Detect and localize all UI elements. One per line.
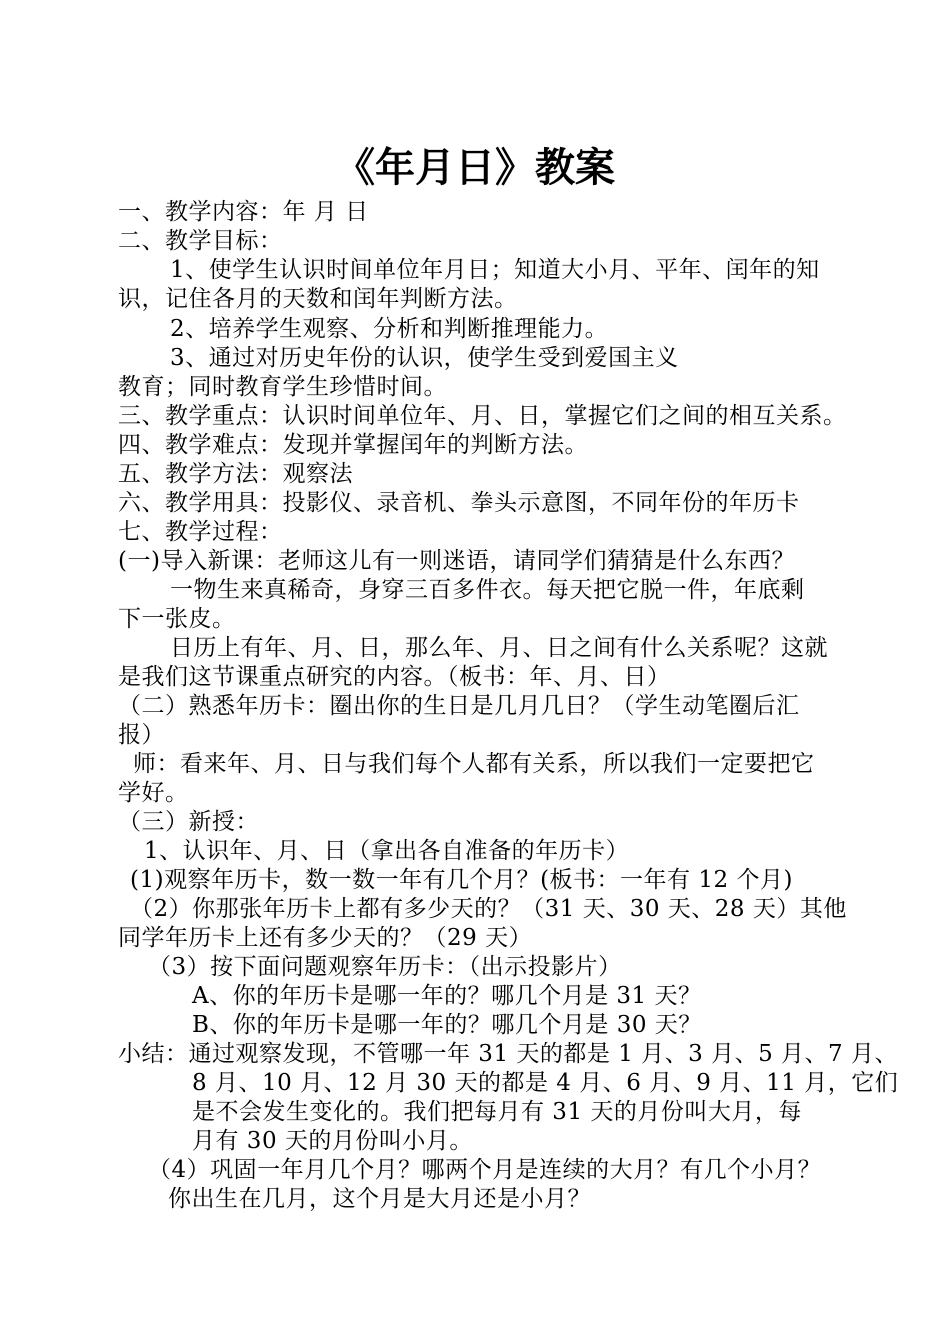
text-line: 二、教学目标： [118,228,283,254]
text-line: A、你的年历卡是哪一年的？哪几个月是 31 天？ [192,983,702,1009]
text-line: 3、通过对历史年份的认识，使学生受到爱国主义 [170,345,679,371]
text-line: (1)观察年历卡，数一数一年有几个月？(板书：一年有 12 个月) [130,867,793,893]
text-line: 是不会发生变化的。我们把每月有 31 天的月份叫大月，每 [192,1099,802,1125]
text-line: 2、培养学生观察、分析和判断推理能力。 [170,316,609,342]
text-line: （3）按下面问题观察年历卡：（出示投影片） [148,954,622,980]
document-title: 《年月日》教案 [335,145,615,191]
text-line: 学好。 [118,780,189,806]
text-line: 师：看来年、月、日与我们每个人都有关系，所以我们一定要把它 [133,751,815,777]
text-line: 小结：通过观察发现，不管哪一年 31 天的都是 1 月、3 月、5 月、7 月、 [118,1041,898,1067]
text-line: B、你的年历卡是哪一年的？哪几个月是 30 天？ [192,1012,702,1038]
text-line: 一、教学内容：年 月 日 [118,199,369,225]
text-line: 日历上有年、月、日，那么年、月、日之间有什么关系呢？这就 [170,635,828,661]
text-line: 同学年历卡上还有多少天的？（29 天） [118,925,533,951]
text-line: 一物生来真稀奇，身穿三百多件衣。每天把它脱一件，年底剩 [170,577,805,603]
text-line: 是我们这节课重点研究的内容。（板书：年、月、日） [118,664,671,690]
text-line: 五、教学方法：观察法 [118,461,353,487]
text-line: 1、认识年、月、日（拿出各自准备的年历卡） [144,838,630,864]
text-line: (一)导入新课：老师这儿有一则迷语，请同学们猜猜是什么东西？ [118,548,795,574]
text-line: 识，记住各月的天数和闰年判断方法。 [118,286,518,312]
text-line: 六、教学用具：投影仪、录音机、拳头示意图，不同年份的年历卡 [118,490,800,516]
text-line: （二）熟悉年历卡：圈出你的生日是几月几日？（学生动笔圈后汇 [118,693,800,719]
text-line: （2）你那张年历卡上都有多少天的？（31 天、30 天、28 天）其他 [130,896,847,922]
text-line: 你出生在几月，这个月是大月还是小月？ [168,1186,591,1212]
text-line: 1、使学生认识时间单位年月日；知道大小月、平年、闰年的知 [170,257,820,283]
text-line: 四、教学难点：发现并掌握闰年的判断方法。 [118,432,588,458]
text-line: （4）巩固一年月几个月？哪两个月是连续的大月？有几个小月？ [148,1157,822,1183]
text-line: 三、教学重点：认识时间单位年、月、日，掌握它们之间的相互关系。 [118,403,847,429]
text-line: （三）新授： [118,809,259,835]
text-line: 教育；同时教育学生珍惜时间。 [118,374,447,400]
text-line: 月有 30 天的月份叫小月。 [192,1128,473,1154]
text-line: 下一张皮。 [118,606,236,632]
text-line: 七、教学过程： [118,519,283,545]
text-line: 报） [118,722,165,748]
text-line: 8 月、10 月、12 月 30 天的都是 4 月、6 月、9 月、11 月，它们 [192,1070,899,1096]
